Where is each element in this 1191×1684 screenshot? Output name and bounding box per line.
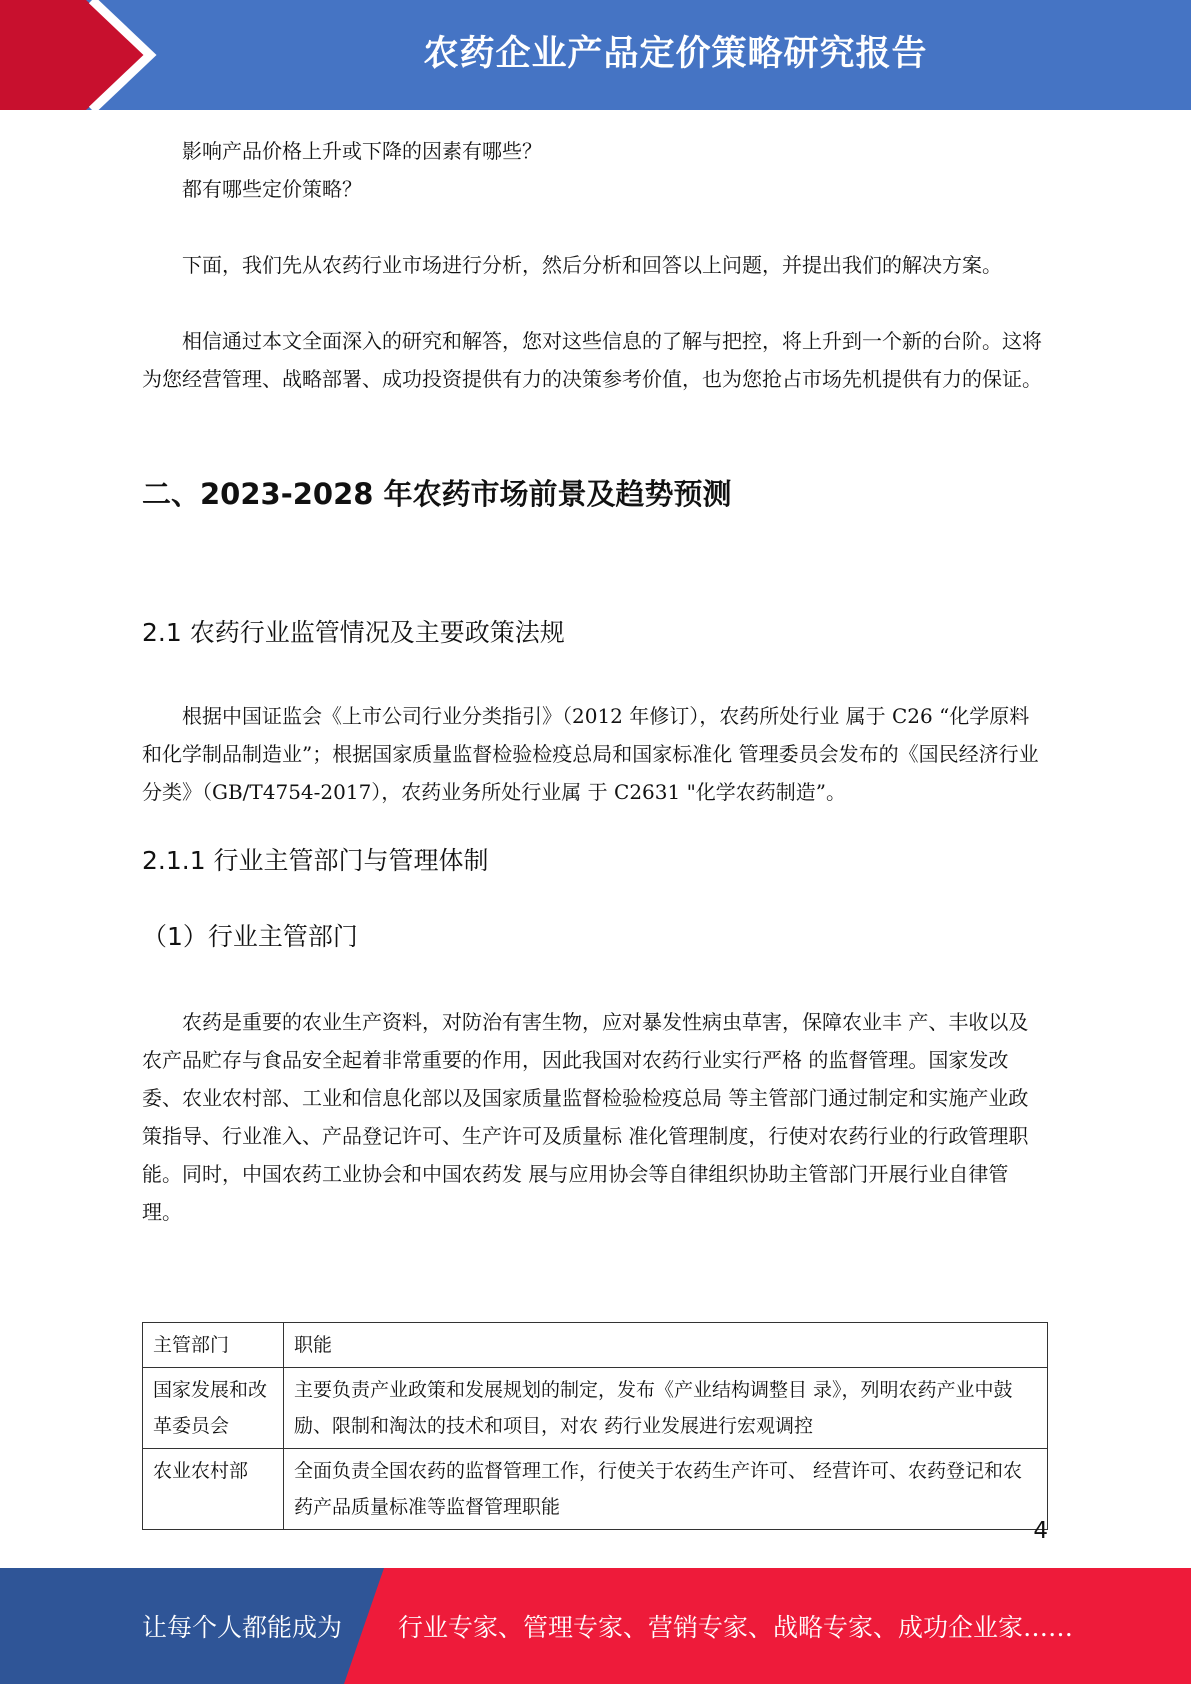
footer-slogan-left: 让每个人都能成为 [142,1613,343,1642]
table-cell-duty: 全面负责全国农药的监督管理工作，行使关于农药生产许可、 经营许可、农药登记和农药产品质量标准等监督管理职能 [284,1449,1048,1530]
subsection-1-heading: （1）行业主管部门 [142,922,358,951]
table-cell-duty: 主要负责产业政策和发展规划的制定，发布《产业结构调整目 录》，列明农药产业中鼓励、限制和淘汰的技术和项目，对农 药行业发展进行宏观调控 [284,1368,1048,1449]
intro-paragraph-2: 相信通过本文全面深入的研究和解答，您对这些信息的了解与把控，将上升到一个新的台阶。这将为您经营管理、战略部署、成功投资提供有力的决策参考价值，也为您抢占市场先机提供有力的保证。 [142,329,1042,391]
table-header-duty: 职能 [284,1323,1048,1368]
section-2-heading: 二、2023-2028 年农药市场前景及趋势预测 [142,477,732,511]
section-2-1-paragraph: 根据中国证监会《上市公司行业分类指引》（2012 年修订），农药所处行业 属于 C26 “化学原料和化学制品制造业”；根据国家质量监督检验检疫总局和国家标准化 管理委员会发布的《国民经济行业分类》（GB/T4754-2017），农药业务所处行业属 于 C2631 "化学农药制造”。 [142,704,1039,804]
page-number: 4 [1033,1518,1048,1544]
table-row [143,1449,1048,1530]
table-header-dept: 主管部门 [143,1323,284,1368]
page-content [142,132,1048,1231]
intro-paragraph-1: 下面，我们先从农药行业市场进行分析，然后分析和回答以上问题，并提出我们的解决方案。 [182,253,1002,277]
intro-question-1: 影响产品价格上升或下降的因素有哪些？ [182,139,542,163]
report-title: 农药企业产品定价策略研究报告 [423,34,928,74]
page-footer [0,1568,1191,1684]
departments-table [142,1322,1048,1530]
table-header-row [143,1323,1048,1368]
table-row [143,1368,1048,1449]
table-cell-dept: 国家发展和改革委员会 [143,1368,284,1449]
footer-slogan-right: 行业专家、管理专家、营销专家、战略专家、成功企业家…… [398,1613,1074,1642]
section-2-1-1-heading: 2.1.1 行业主管部门与管理体制 [142,846,489,875]
intro-question-2: 都有哪些定价策略？ [182,177,362,201]
page-header [0,0,1191,110]
table-cell-dept: 农业农村部 [143,1449,284,1530]
section-2-1-heading: 2.1 农药行业监管情况及主要政策法规 [142,618,565,647]
subsection-1-paragraph: 农药是重要的农业生产资料，对防治有害生物，应对暴发性病虫草害，保障农业丰 产、丰收以及农产品贮存与食品安全起着非常重要的作用，因此我国对农药行业实行严格 的监督管理。国家发改委、农业农村部、工业和信息化部以及国家质量监督检验检疫总局 等主管部门通过制定和实施产业政策指导、行业准入、产品登记许可、生产许可及质量标 准化管理制度，行使对农药行业的行政管理职能。同时，中国农药工业协会和中国农药发 展与应用协会等自律组织协助主管部门开展行业自律管理。 [142,1010,1029,1224]
